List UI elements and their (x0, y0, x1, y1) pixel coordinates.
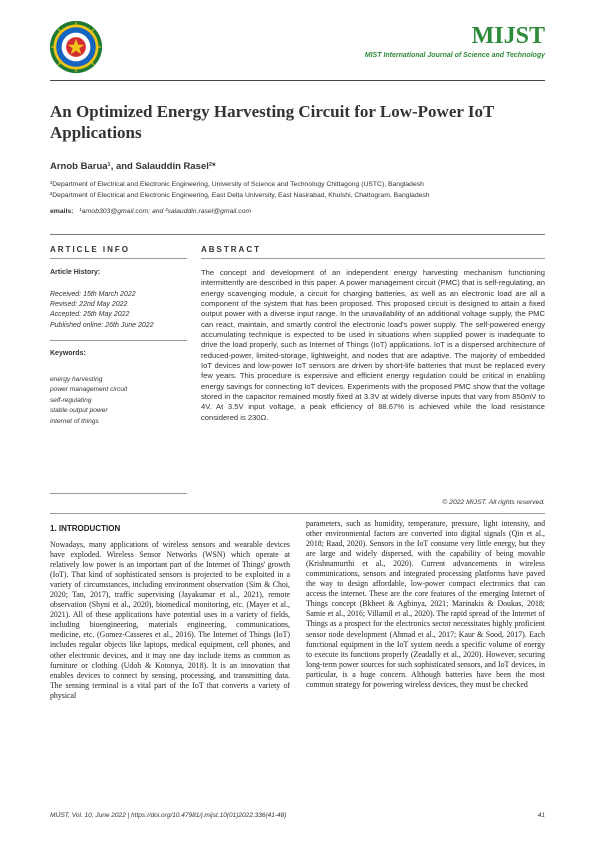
author-emails (50, 208, 251, 215)
article-info-heading: ARTICLE INFO (50, 245, 130, 254)
keyword-item: energy harvesting (50, 376, 103, 383)
affiliation-1: ¹Department of Electrical and Electronic Engineering, University of Science and Technology Chittagong (USTC), Bangladesh (50, 181, 424, 188)
journal-brand (365, 22, 545, 59)
keyword-item: stable output power (50, 407, 108, 415)
body-divider (50, 513, 545, 514)
history-label: Article History: (50, 269, 101, 276)
keywords-divider-bottom (50, 493, 187, 494)
history-published: Published online: 26th June 2022 (50, 321, 154, 329)
abstract-text: The concept and development of an independent energy harvesting mechanism functioning intermittently are described in this paper. A power management circuit (PMC) that is self-regulating, an energy scavenging module, a circuit for charging batteries, as well as an electronic load are all a component of the system that has been proposed. This proposed circuit is designed to attain a fixed output power with a diverse input range. In the unavailability of an additional voltage supply, the PMC can react, maintain, and smartly control the electronic load's power supply. The self-powered energy accumulating technique is expected to be used in situations when supplied power is inadequate to drive the load properly, such as Internet of Things (IoT) applications. IoT is a dispersed architecture of reduced-power, limited-storage, lightweight, and nodes that are adaptive. The majority of embedded IoT devices and low-power IoT sensors are driven by short-life batteries that must be replaced every few years. This procedure is expensive and efficient energy regulation could be critical in enabling energy savings for connecting IoT devices. Experiments with the proposed PMC show that the voltage stored in the capacitor remained mostly fixed at 3.3V at widely diverse inputs that vary from 850mV to 4V. At 3.5V input voltage, a peak efficiency of 88.67% is achieved while the load resistance considered is 230Ω. (201, 268, 545, 422)
affiliation-2: ²Department of Electrical and Electronic Engineering, East Delta University, East Nasirabad, Khulshi, Chattogram, Bangladesh (50, 192, 430, 199)
header-divider (50, 80, 545, 81)
keyword-item: self-regulating (50, 396, 92, 404)
article-info-divider (50, 258, 187, 259)
introduction-heading: 1. INTRODUCTION (50, 524, 121, 533)
article-title: An Optimized Energy Harvesting Circuit for Low-Power IoT Applications (50, 102, 495, 142)
body-column-left: Nowadays, many applications of wireless sensors and wearable devices have exploded. Wireless Sensor Networks (WSN) which operate at relatively low power is an important part of the Internet of Things' growth (IoT). That kind of sophisticated sensors is projected to be exploited in a variety of circumstances, including environment observation (Sim & Choi, 2020; Tan, 2017), traffic supervising (Jayakumar et al., 2021), remote observation (Shyni et al., 2020), biomedical monitoring, etc. (Mayer et al., 2021). All of these applications have potential uses in a variety of fields, including bioengineering, materials engineering, communications, medicine, etc. (Gomez-Casseres et al., 2016). The Internet of Things (IoT) includes regular objects like laptops, medical equipment, cell phones, and other electronic devices, and it may one day include items as common as furniture or clothing (Udoh & Kotonya, 2018). It is an innovation that enables devices to connect by sensing, processing, and transmitting data. The sensing terminal is a vital part of the IoT that converts a variety of physical (50, 540, 290, 700)
copyright-notice: © 2022 MIJST. All rights reserved. (442, 499, 545, 506)
footer-citation[interactable]: MIJST, Vol. 10, June 2022 | https://doi.org/10.47981/j.mijst.10(01)2022.336(41-48) (50, 812, 287, 819)
history-accepted: Accepted: 25th May 2022 (50, 311, 130, 319)
emails-value[interactable]: ¹arnob303@gmail.com; and ²salauddin.rasel@gmail.com (79, 208, 252, 215)
keywords-label: Keywords: (50, 350, 86, 357)
history-list (50, 290, 154, 331)
history-revised: Revised: 22nd May 2022 (50, 301, 128, 309)
keyword-list (50, 375, 127, 427)
section-divider (50, 234, 545, 235)
abstract-heading: ABSTRACT (201, 245, 261, 254)
author-list: Arnob Barua¹, and Salauddin Rasel²* (50, 161, 216, 172)
emails-label: emails: (50, 208, 74, 215)
body-column-right: parameters, such as humidity, temperature, pressure, light intensity, and other environmental factors are converted into digital signals (Qin et al., 2018; Raad, 2020). Sensors in the IoT consume very little energy, but they are large and widely dispersed, with the capability of being movable (Krishnamurthi et al., 2020). Current advancements in wireless communications, sensors and integrated processing platforms have paved the way to design affordable, low-power compact electronics that can access the internet. These are the core features of the emerging Internet of Things concept (Bkheet & Agbinya, 2021; Marinakis & Doukas, 2018; Samie et al., 2016; Villamil et al., 2020). The rapid spread of the Internet of Things as a prospect for the electronics sector necessitates highly proficient sensor node development (Ahmad et al., 2017; Kaur & Sood, 2017). Each functional equipment in the IoT system needs a specific volume of energy to execute its functions properly (Zeadally et al., 2020). However, securing long-term power sources for such sophisticated sensors, and IoT devices, in particular, is a huge concern. Although batteries have been the most common strategy for powering wireless devices, they must be checked (306, 519, 545, 689)
keyword-item: power management circuit (50, 386, 128, 394)
abstract-divider (201, 258, 545, 259)
journal-full-name: MIST International Journal of Science and Technology (364, 52, 545, 59)
journal-name: MIJST (471, 23, 545, 49)
history-received: Received: 15th March 2022 (50, 291, 136, 298)
keyword-item: internet of things (50, 417, 99, 425)
university-seal-icon (49, 20, 103, 74)
page-number: 41 (537, 812, 545, 819)
keywords-divider-top (50, 340, 187, 341)
